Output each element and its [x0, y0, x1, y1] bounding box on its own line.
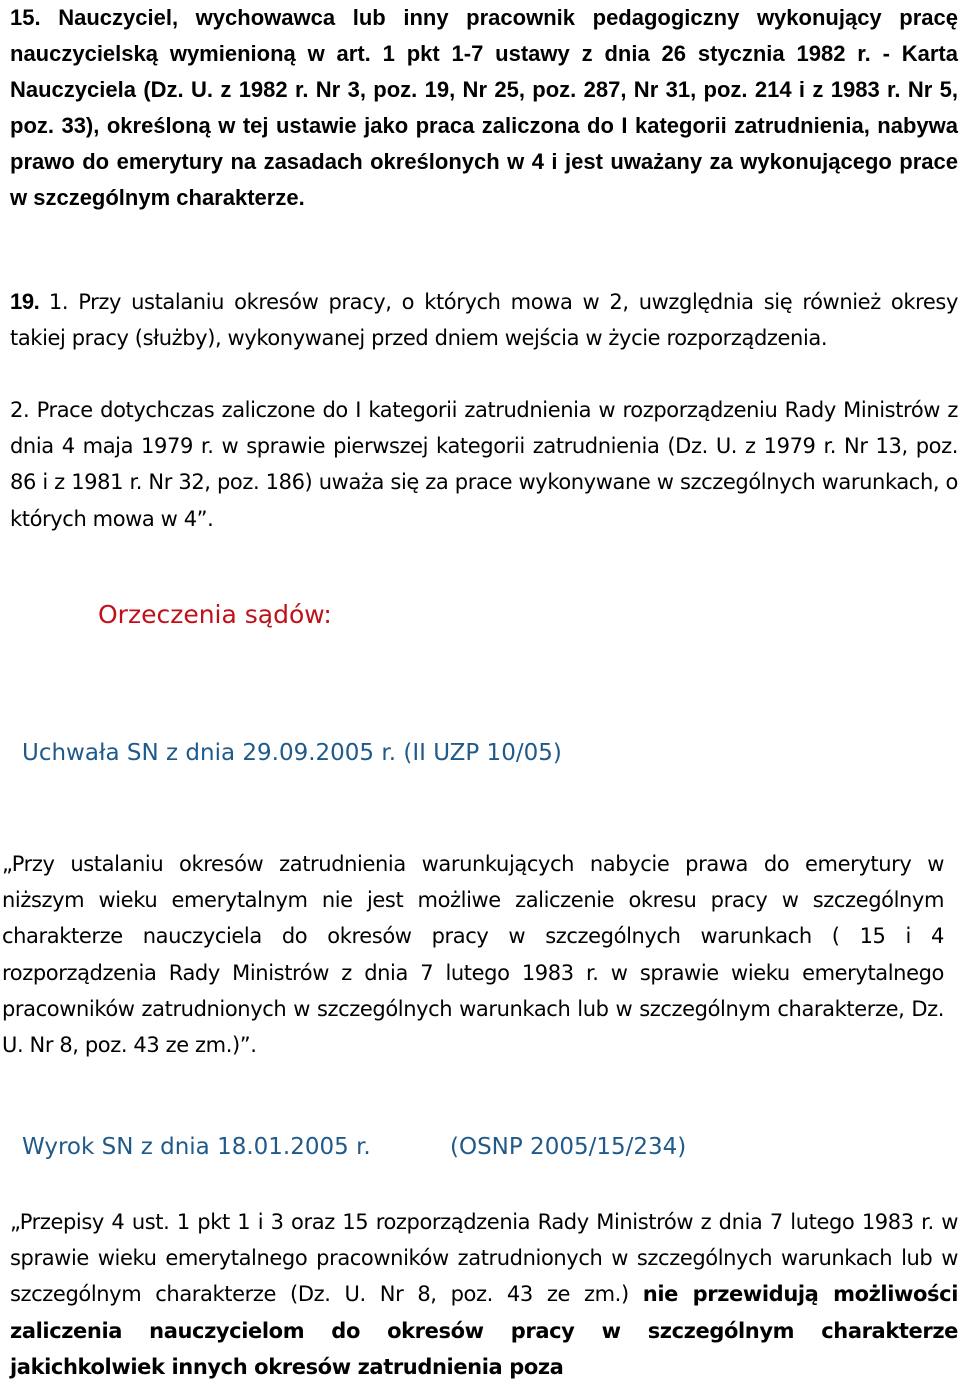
section-19-paragraph-2: 2. Prace dotychczas zaliczone do I kategorii zatrudnienia w rozporządzeniu Rady Ministrów z dnia 4 maja 1979 r. w sprawie pierwszej kategorii zatrudnienia (Dz. U. z 1979 r. Nr 13, poz. 86 i z 1981 r. Nr 32, poz. 186) uważa się za prace wykonywane w szczególnych warunkach, o których mowa w 4”. [10, 398, 958, 531]
judgment-reference: (OSNP 2005/15/234) [450, 1134, 687, 1160]
section-15-paragraph: 15. Nauczyciel, wychowawca lub inny pracownik pedagogiczny wykonujący pracę nauczycielską wymienioną w art. 1 pkt 1-7 ustawy z dnia 26 stycznia 1982 r. - Karta Nauczyciela (Dz. U. z 1982 r. Nr 3, poz. 19, Nr 25, poz. 287, Nr 31, poz. 214 i z 1983 r. Nr 5, poz. 33), określoną w tej ustawie jako praca zaliczona do I kategorii zatrudnienia, nabywa prawo do emerytury na zasadach określonych w 4 i jest uważany za wykonującego prace w szczególnym charakterze. [10, 5, 958, 210]
judgment-quote-plain: „Przepisy 4 ust. 1 pkt 1 i 3 oraz 15 rozporządzenia Rady Ministrów z dnia 7 lutego 1983 r. w sprawie wieku emerytalnego pracowników zatrudnionych w szczególnych warunkach lub w szczególnym charakterze (Dz. U. Nr 8, poz. 43 ze zm.) [10, 1210, 958, 1307]
judgment-quote [10, 1204, 958, 1385]
judgment-quote-bold: nie przewidują możliwości zaliczenia nauczycielom do okresów pracy w szczególnym charakterze jakichkolwiek innych okresów zatrudnienia poza [10, 1282, 958, 1379]
judgment-heading: Wyrok SN z dnia 18.01.2005 r. [22, 1134, 371, 1160]
court-rulings-heading: Orzeczenia sądów: [98, 600, 332, 629]
resolution-heading: Uchwała SN z dnia 29.09.2005 r. (II UZP 10/05) [22, 740, 562, 766]
resolution-quote: „Przy ustalaniu okresów zatrudnienia warunkujących nabycie prawa do emerytury w niższym wieku emerytalnym nie jest możliwe zaliczenie okresu pracy w szczególnym charakterze nauczyciela do okresów pracy w szczególnych warunkach ( 15 i 4 rozporządzenia Rady Ministrów z dnia 7 lutego 1983 r. w sprawie wieku emerytalnego pracowników zatrudnionych w szczególnych warunkach lub w szczególnym charakterze, Dz. U. Nr 8, poz. 43 ze zm.)”. [2, 852, 944, 1058]
section-19-p1-text: 1. Przy ustalaniu okresów pracy, o których mowa w 2, uwzględnia się również okresy takiej pracy (służby), wykonywanej przed dniem wejścia w życie rozporządzenia. [10, 290, 958, 351]
section-19-number: 19. [10, 289, 49, 314]
section-19-paragraph-1 [10, 284, 958, 356]
